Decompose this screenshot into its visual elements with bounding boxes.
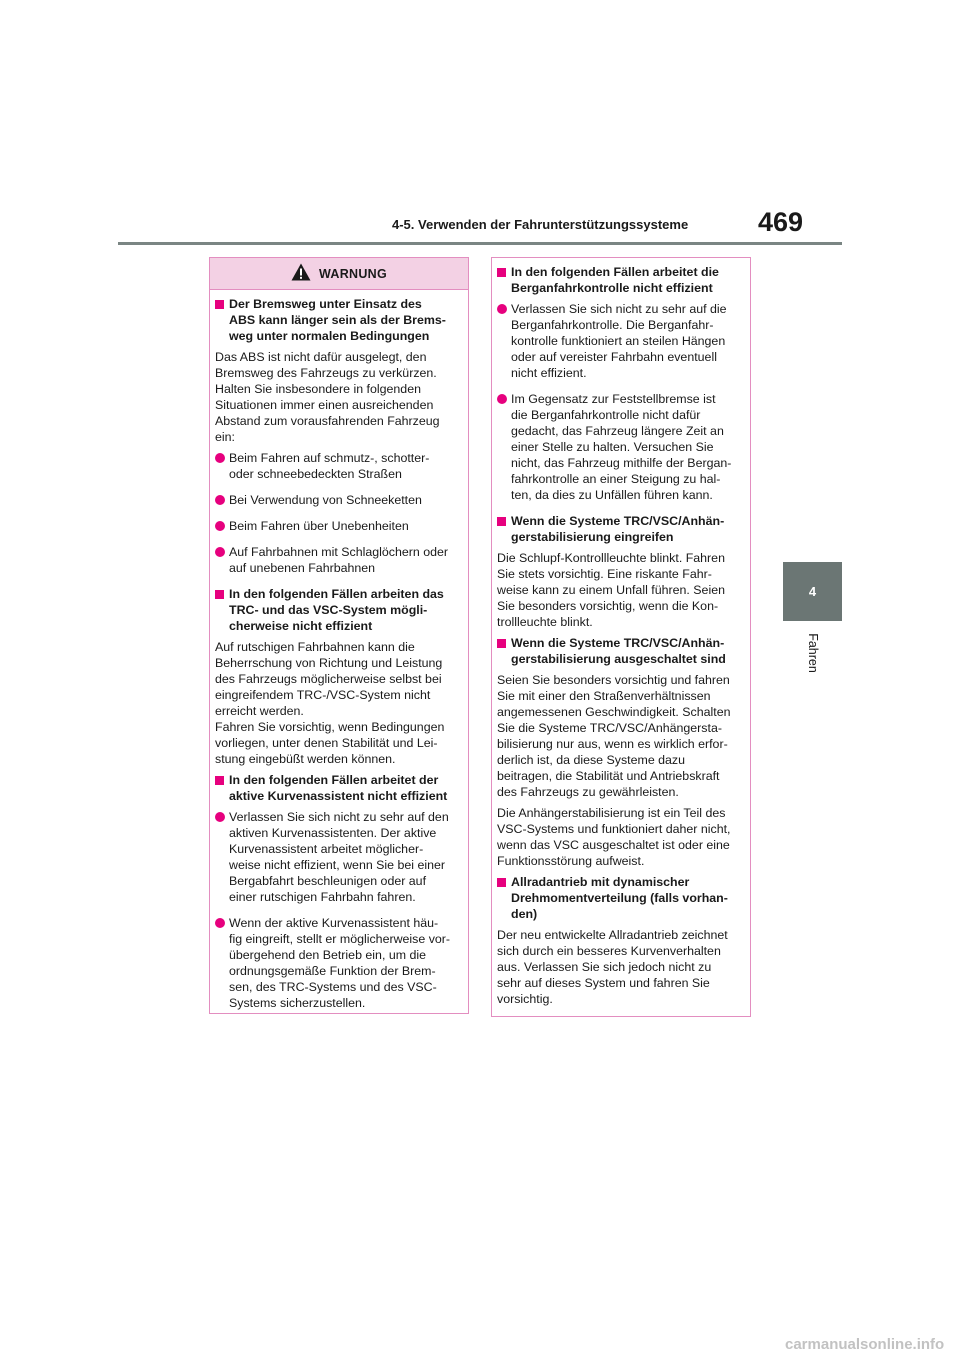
- bullet-text: Beim Fahren auf schmutz-, schotter- oder schneebedeckten Straßen: [229, 451, 430, 481]
- circle-bullet-icon: [215, 918, 225, 928]
- bullet-item: [215, 492, 463, 508]
- bullet-text: Wenn der aktive Kurvenassistent häu- fig eingreift, stellt er möglicherweise vor- übergehend den Betrieb ein, um die ordnungsgemäße Funktion der Brem- sen, des TRC-Systems und des VSC- Systems sicherzustellen.: [229, 916, 451, 1010]
- section-heading: [215, 586, 463, 634]
- heading-text: In den folgenden Fällen arbeitet der aktive Kurvenassistent nicht effizient: [229, 773, 448, 803]
- section-heading: [497, 513, 745, 545]
- heading-text: In den folgenden Fällen arbeitet die Berganfahrkontrolle nicht effizient: [511, 265, 719, 295]
- square-bullet-icon: [497, 517, 506, 526]
- header-divider: [118, 242, 842, 245]
- section-title: 4-5. Verwenden der Fahrunterstützungssysteme: [392, 217, 689, 232]
- watermark: carmanualsonline.info: [785, 1336, 945, 1353]
- circle-bullet-icon: [215, 812, 225, 822]
- square-bullet-icon: [215, 300, 224, 309]
- paragraph: Die Anhängerstabilisierung ist ein Teil des VSC-Systems und funktioniert daher nicht, wenn das VSC ausgeschaltet ist oder eine Funktionsstörung aufweist.: [497, 806, 731, 868]
- section-heading: [215, 296, 463, 344]
- chapter-tab-number: 4: [783, 562, 842, 621]
- circle-bullet-icon: [215, 495, 225, 505]
- bullet-item: [497, 391, 745, 503]
- warning-triangle-icon: [291, 263, 311, 285]
- bullet-text: Beim Fahren über Unebenheiten: [229, 519, 409, 533]
- heading-text: In den folgenden Fällen arbeiten das TRC- und das VSC-System mögli- cherweise nicht effizient: [229, 587, 444, 633]
- chapter-tab-label: [783, 628, 842, 678]
- circle-bullet-icon: [215, 547, 225, 557]
- heading-text: Der Bremsweg unter Einsatz des ABS kann länger sein als der Brems- weg unter normalen Bedingungen: [229, 297, 446, 343]
- square-bullet-icon: [215, 776, 224, 785]
- square-bullet-icon: [497, 639, 506, 648]
- bullet-item: [215, 809, 463, 905]
- circle-bullet-icon: [215, 453, 225, 463]
- bullet-item: [497, 301, 745, 381]
- square-bullet-icon: [497, 878, 506, 887]
- bullet-text: Verlassen Sie sich nicht zu sehr auf den aktiven Kurvenassistenten. Der aktive Kurvenassistent arbeitet möglicher- weise nicht effizient, wenn Sie bei einer Bergabfahrt beschleunigen oder auf einer rutschigen Fahrbahn fahren.: [229, 810, 449, 904]
- heading-text: Wenn die Systeme TRC/VSC/Anhän- gerstabilisierung eingreifen: [511, 514, 725, 544]
- bullet-item: [215, 518, 463, 534]
- circle-bullet-icon: [497, 394, 507, 404]
- paragraph: Seien Sie besonders vorsichtig und fahren Sie mit einer den Straßenverhältnissen angemessenen Geschwindigkeit. Schalten Sie die Systeme TRC/VSC/Anhängersta- bilisierung nur aus, wenn es wirklich erfor- derlich ist, da diese Systeme dazu beitragen, die Stabilität und Antriebskraft des Fahrzeugs zu gewährleisten.: [497, 673, 731, 799]
- square-bullet-icon: [497, 268, 506, 277]
- paragraph: Das ABS ist nicht dafür ausgelegt, den Bremsweg des Fahrzeugs zu verkürzen. Halten Sie insbesondere in folgenden Situationen immer einen ausreichenden Abstand zum vorausfahrenden Fahrzeug ein:: [215, 350, 440, 444]
- bullet-text: Verlassen Sie sich nicht zu sehr auf die Berganfahrkontrolle. Die Berganfahr- kontrolle funktioniert an steilen Hängen oder auf vereister Fahrbahn eventuell nicht effizient.: [511, 302, 727, 380]
- warning-header: [210, 258, 468, 290]
- heading-text: Allradantrieb mit dynamischer Drehmomentverteilung (falls vorhan- den): [511, 875, 728, 921]
- bullet-item: [215, 544, 463, 576]
- page-number: 469: [758, 207, 804, 237]
- heading-text: Wenn die Systeme TRC/VSC/Anhän- gerstabilisierung ausgeschaltet sind: [511, 636, 726, 666]
- bullet-item: [215, 915, 463, 1011]
- square-bullet-icon: [215, 590, 224, 599]
- section-heading: [215, 772, 463, 804]
- paragraph: Die Schlupf-Kontrollleuchte blinkt. Fahren Sie stets vorsichtig. Eine riskante Fahr- weise kann zu einem Unfall führen. Seien Sie besonders vorsichtig, wenn die Kon- trollleuchte blinkt.: [497, 551, 725, 629]
- circle-bullet-icon: [215, 521, 225, 531]
- info-box: [491, 257, 751, 1017]
- bullet-text: Bei Verwendung von Schneeketten: [229, 493, 422, 507]
- warning-label: WARNUNG: [318, 266, 388, 281]
- section-heading: [497, 874, 745, 922]
- warning-content: [210, 290, 468, 1011]
- paragraph: Auf rutschigen Fahrbahnen kann die Beherrschung von Richtung und Leistung des Fahrzeugs möglicherweise selbst bei eingreifendem TRC-/VSC-System nicht erreicht werden. Fahren Sie vorsichtig, wenn Bedingungen vorliegen, unter denen Stabilität und Lei- stung eingebüßt werden können.: [215, 640, 445, 766]
- circle-bullet-icon: [497, 304, 507, 314]
- section-heading: [497, 635, 745, 667]
- bullet-text: Im Gegensatz zur Feststellbremse ist die Berganfahrkontrolle nicht dafür gedacht, das Fahrzeug längere Zeit an einer Stelle zu halten. Versuchen Sie nicht, das Fahrzeug mithilfe der Bergan- fahrkontrolle an einer Steigung zu hal- ten, da dies zu Unfällen führen kann.: [511, 392, 732, 502]
- bullet-item: [215, 450, 463, 482]
- chapter-label-text: Fahren: [805, 633, 820, 673]
- warning-box: [209, 257, 469, 1014]
- bullet-text: Auf Fahrbahnen mit Schlaglöchern oder auf unebenen Fahrbahnen: [229, 545, 449, 575]
- paragraph: Der neu entwickelte Allradantrieb zeichnet sich durch ein besseres Kurvenverhalten aus. Verlassen Sie sich jedoch nicht zu sehr auf dieses System und fahren Sie vorsichtig.: [497, 928, 728, 1006]
- info-content: [492, 258, 750, 1007]
- section-heading: [497, 264, 745, 296]
